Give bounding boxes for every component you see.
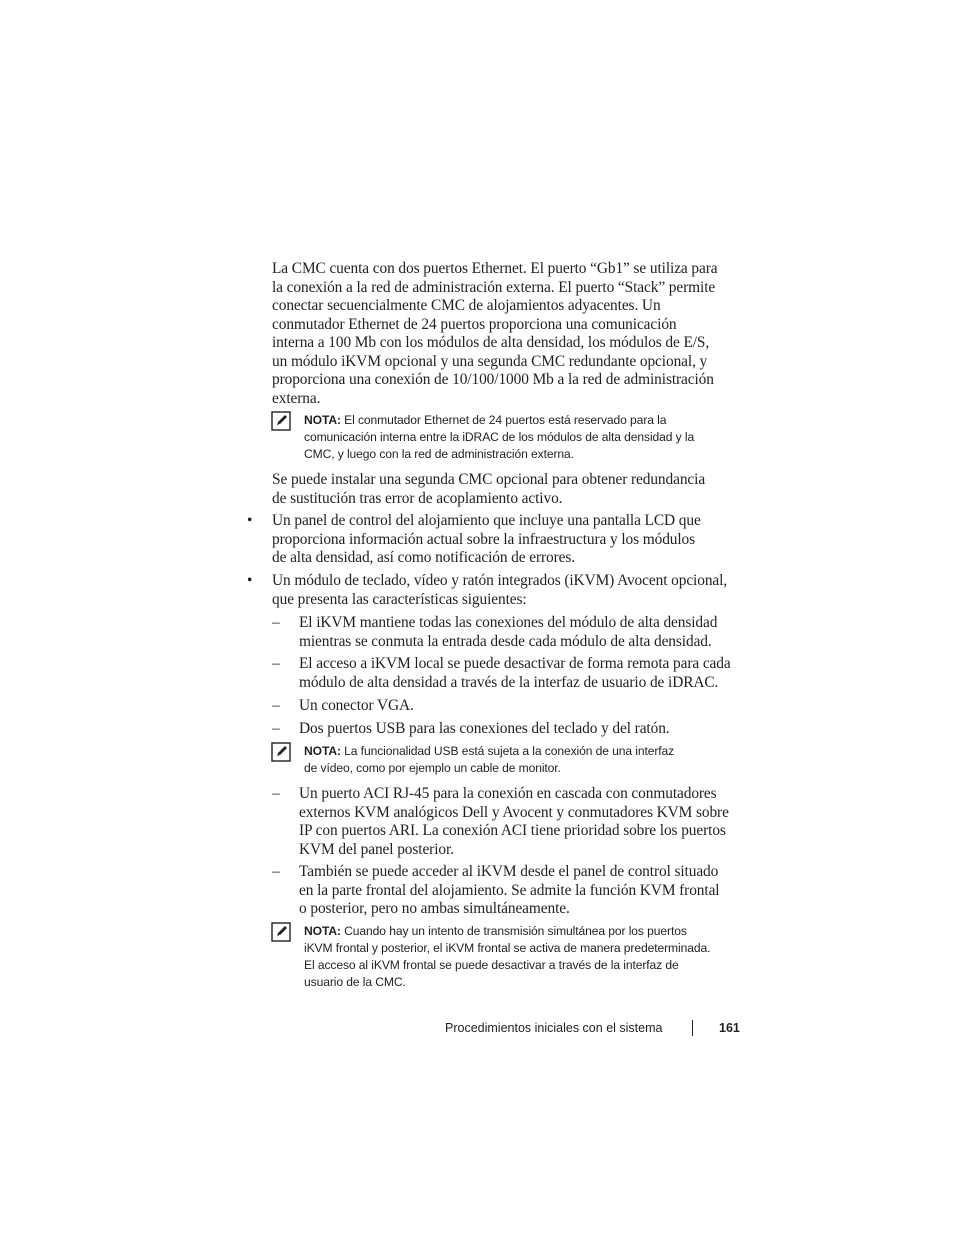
text-line: un módulo iKVM opcional y una segunda CMC redundante opcional, y <box>272 352 708 370</box>
text-line: proporciona información actual sobre la infraestructura y los módulos <box>272 530 696 548</box>
paragraph-cmc-ethernet <box>272 260 718 408</box>
text-line: externos KVM analógicos Dell y Avocent y conmutadores KVM sobre <box>299 803 729 821</box>
footer-separator <box>692 1020 693 1036</box>
dash-item-aci-port <box>299 785 729 859</box>
dash-marker: – <box>272 863 280 880</box>
text-line: de alta densidad, así como notificación de errores. <box>272 549 576 566</box>
bullet-marker: • <box>247 572 253 589</box>
text-line: El iKVM mantiene todas las conexiones del módulo de alta densidad <box>299 614 718 631</box>
text-line: La CMC cuenta con dos puertos Ethernet. El puerto “Gb1” se utiliza para <box>272 260 718 277</box>
dash-item-connections <box>299 614 717 651</box>
text-line: KVM del panel posterior. <box>299 840 454 858</box>
dash-marker: – <box>272 720 280 737</box>
note-text: iKVM frontal y posterior, el iKVM frontal se activa de manera predeterminada. <box>304 941 711 955</box>
note-simultaneous-transmission <box>304 923 710 991</box>
text-line: Un puerto ACI RJ-45 para la conexión en cascada con conmutadores <box>299 785 717 802</box>
text-line: Un conector VGA. <box>299 697 414 714</box>
text-line: Dos puertos USB para las conexiones del teclado y del ratón. <box>299 720 670 737</box>
footer-section-title: Procedimientos iniciales con el sistema <box>445 1021 663 1035</box>
text-line: que presenta las características siguientes: <box>272 590 527 608</box>
text-line: conmutador Ethernet de 24 puertos proporciona una comunicación <box>272 315 677 333</box>
note-ethernet-switch <box>304 412 694 463</box>
text-line: módulo de alta densidad a través de la interfaz de usuario de iDRAC. <box>299 673 719 691</box>
note-text: CMC, y luego con la red de administración externa. <box>304 447 574 461</box>
dash-item-usb <box>299 720 670 739</box>
text-line: o posterior, pero no ambas simultáneamente. <box>299 900 570 917</box>
dash-marker: – <box>272 614 280 631</box>
note-text: de vídeo, como por ejemplo un cable de monitor. <box>304 761 561 775</box>
note-text: Cuando hay un intento de transmisión simultánea por los puertos <box>340 924 687 938</box>
dash-item-front-panel <box>299 863 719 919</box>
note-text: La funcionalidad USB está sujeta a la conexión de una interfaz <box>340 744 675 758</box>
text-line: También se puede acceder al iKVM desde el panel de control situado <box>299 863 719 880</box>
note-text: comunicación interna entre la iDRAC de los módulos de alta densidad y la <box>304 430 695 444</box>
text-line: interna a 100 Mb con los módulos de alta densidad, los módulos de E/S, <box>272 334 710 351</box>
text-line: proporciona una conexión de 10/100/1000 Mb a la red de administración <box>272 371 714 388</box>
note-pencil-icon <box>271 411 291 431</box>
note-text: El conmutador Ethernet de 24 puertos está reservado para la <box>340 413 667 427</box>
note-pencil-icon <box>271 922 291 942</box>
text-line: mientras se conmuta la entrada desde cada módulo de alta densidad. <box>299 632 712 650</box>
dash-marker: – <box>272 697 280 714</box>
dash-item-local-access <box>299 655 731 692</box>
bullet-marker: • <box>247 512 253 529</box>
note-label: NOTA: <box>304 924 341 938</box>
note-pencil-icon <box>271 742 291 762</box>
bullet-control-panel <box>272 512 701 568</box>
text-line: conectar secuencialmente CMC de alojamientos adyacentes. Un <box>272 297 661 314</box>
text-line: Se puede instalar una segunda CMC opcional para obtener redundancia <box>272 471 706 488</box>
bullet-ikvm <box>272 572 727 609</box>
dash-marker: – <box>272 785 280 802</box>
text-line: Un panel de control del alojamiento que incluye una pantalla LCD que <box>272 512 701 529</box>
note-label: NOTA: <box>304 744 341 758</box>
dash-item-vga <box>299 697 414 716</box>
text-line: externa. <box>272 389 321 407</box>
text-line: El acceso a iKVM local se puede desactivar de forma remota para cada <box>299 655 731 672</box>
paragraph-second-cmc <box>272 471 705 508</box>
text-line: Un módulo de teclado, vídeo y ratón integrados (iKVM) Avocent opcional, <box>272 572 728 589</box>
note-usb <box>304 743 674 777</box>
page-number: 161 <box>719 1021 740 1035</box>
text-line: de sustitución tras error de acoplamiento activo. <box>272 489 563 507</box>
note-text: usuario de la CMC. <box>304 975 406 989</box>
text-line: IP con puertos ARI. La conexión ACI tiene prioridad sobre los puertos <box>299 822 726 839</box>
dash-marker: – <box>272 655 280 672</box>
text-line: la conexión a la red de administración externa. El puerto “Stack” permite <box>272 278 716 296</box>
note-text: El acceso al iKVM frontal se puede desactivar a través de la interfaz de <box>304 958 679 972</box>
text-line: en la parte frontal del alojamiento. Se admite la función KVM frontal <box>299 881 720 899</box>
note-label: NOTA: <box>304 413 341 427</box>
